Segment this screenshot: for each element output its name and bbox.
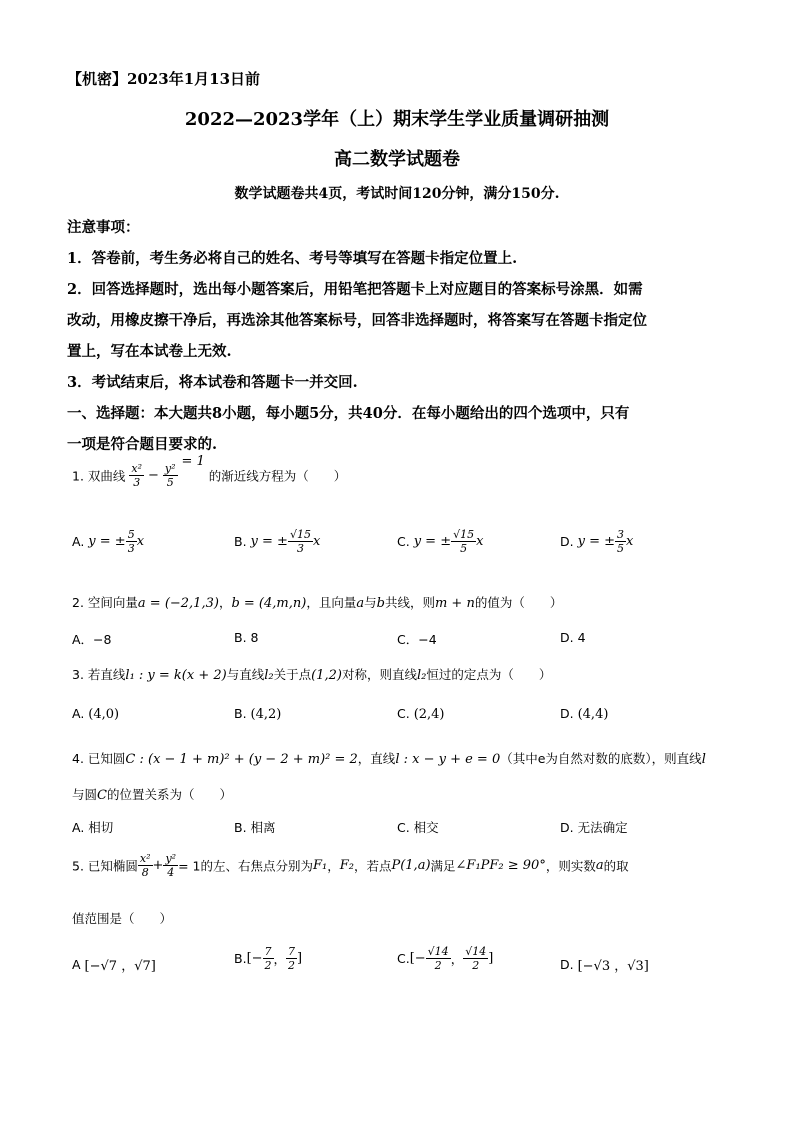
exam-title: 2022—2023学年（上）期末学生学业质量调研抽测 [184, 109, 610, 130]
note-2-line-1: 2．回答选择题时，选出每小题答案后，用铅笔把答题卡上对应题目的答案标号涂黑．如需 [67, 281, 643, 298]
q5-option-a[interactable]: A [−√7 ，√7] [72, 957, 156, 974]
exam-subtitle: 高二数学试题卷 [334, 149, 460, 170]
q5-option-b[interactable]: B.[− $\frac{7}{2}$ ， $\frac{7}{2}$ ] [234, 945, 303, 972]
q2-option-c[interactable]: C．−4 [397, 632, 437, 647]
q1-text-a: 1. 双曲线 [72, 468, 126, 484]
question-4-stem-line-2: 与圆C的位置关系为（ ） [72, 787, 232, 803]
note-2-line-3: 置上，写在本试卷上无效. [67, 343, 232, 360]
vector-b-def: b = (4,m,n) [231, 596, 307, 611]
q3-option-d[interactable]: D. (4,4) [560, 706, 609, 722]
question-2-stem: 2. 空间向量a = (−2,1,3)，b = (4,m,n)，且向量a与b共线，则m + n的值为（ ） [72, 595, 563, 611]
q2-option-d[interactable]: D. 4 [560, 630, 586, 645]
note-3: 3．考试结束后，将本试卷和答题卡一并交回. [67, 374, 358, 391]
note-2-line-2: 改动，用橡皮擦干净后，再选涂其他答案标号，回答非选择题时，将答案写在答题卡指定位 [67, 312, 647, 329]
q4-option-c[interactable]: C. 相交 [397, 820, 439, 835]
question-3-stem: 3. 若直线l₁ : y = k(x + 2)与直线l₂关于点(1,2)对称，则直线l₂恒过的定点为（ ） [72, 667, 552, 683]
q1-fraction-x: $\frac{\text{x²}}{3}$ [131, 462, 143, 489]
question-5-stem-line-2: 值范围是（ ） [72, 911, 173, 926]
confidential-note: 【机密】2023年1月13日前 [67, 70, 261, 88]
q2-option-a[interactable]: A．−8 [72, 632, 112, 647]
q1-option-d[interactable]: D. y = ± $\frac{3}{5}$ x [560, 528, 634, 555]
q5-option-c[interactable]: C.[− $\frac{√14}{2}$ ， $\frac{√14}{2}$ ] [397, 945, 494, 972]
vector-a-def: a = (−2,1,3) [137, 596, 219, 611]
section-heading-line-2: 一项是符合题目要求的. [67, 436, 218, 453]
q4-option-b[interactable]: B. 相离 [234, 820, 276, 835]
q1-equation-rhs: = 1 [181, 454, 205, 469]
q1-option-b[interactable]: B. y = ± $\frac{√15}{3}$ x [234, 528, 321, 555]
q4-option-a[interactable]: A. 相切 [72, 820, 114, 835]
q1-option-c[interactable]: C. y = ± $\frac{√15}{5}$ x [397, 528, 484, 555]
exam-info: 数学试题卷共4页，考试时间120分钟，满分150分. [234, 186, 560, 202]
question-4-stem-line-1: 4. 已知圆C : (x − 1 + m)² + (y − 2 + m)² = 2，直线l : x − y + e = 0（其中e为自然对数的底数），则直线l [72, 751, 706, 767]
q1-option-a[interactable]: A. y = ± $\frac{5}{3}$ x [72, 528, 145, 555]
q2-option-b[interactable]: B. 8 [234, 630, 259, 645]
question-1-stem: 1. 双曲线 $\frac{\text{x²}}{3}$ − $\frac{\text{y²}}{5}$ = 1 的渐近线方程为（ ） [72, 454, 347, 489]
q5-option-d[interactable]: D. [−√3 ，√3] [560, 957, 649, 974]
q1-text-b: 的渐近线方程为（ ） [208, 468, 347, 484]
q3-option-c[interactable]: C. (2,4) [397, 706, 445, 722]
q1-fraction-y: $\frac{\text{y²}}{5}$ [164, 462, 176, 489]
section-heading-line-1: 一、选择题：本大题共8小题，每小题5分，共40分．在每小题给出的四个选项中，只有 [67, 405, 630, 422]
question-5-stem-line-1: 5. 已知椭圆 $\frac{\text{x²}}{8}$ + $\frac{\text{y²}}{4}$ = 1的左、右焦点分别为F₁，F₂，若点P(1,a)满足∠F₁PF₂ ≥ 90°，则实数a的取 [72, 852, 629, 879]
notes-heading: 注意事项： [67, 219, 140, 236]
note-1: 1．答卷前，考生务必将自己的姓名、考号等填写在答题卡指定位置上. [67, 250, 518, 267]
q3-option-a[interactable]: A. (4,0) [72, 706, 120, 722]
q4-option-d[interactable]: D. 无法确定 [560, 820, 628, 835]
q3-option-b[interactable]: B. (4,2) [234, 706, 282, 722]
